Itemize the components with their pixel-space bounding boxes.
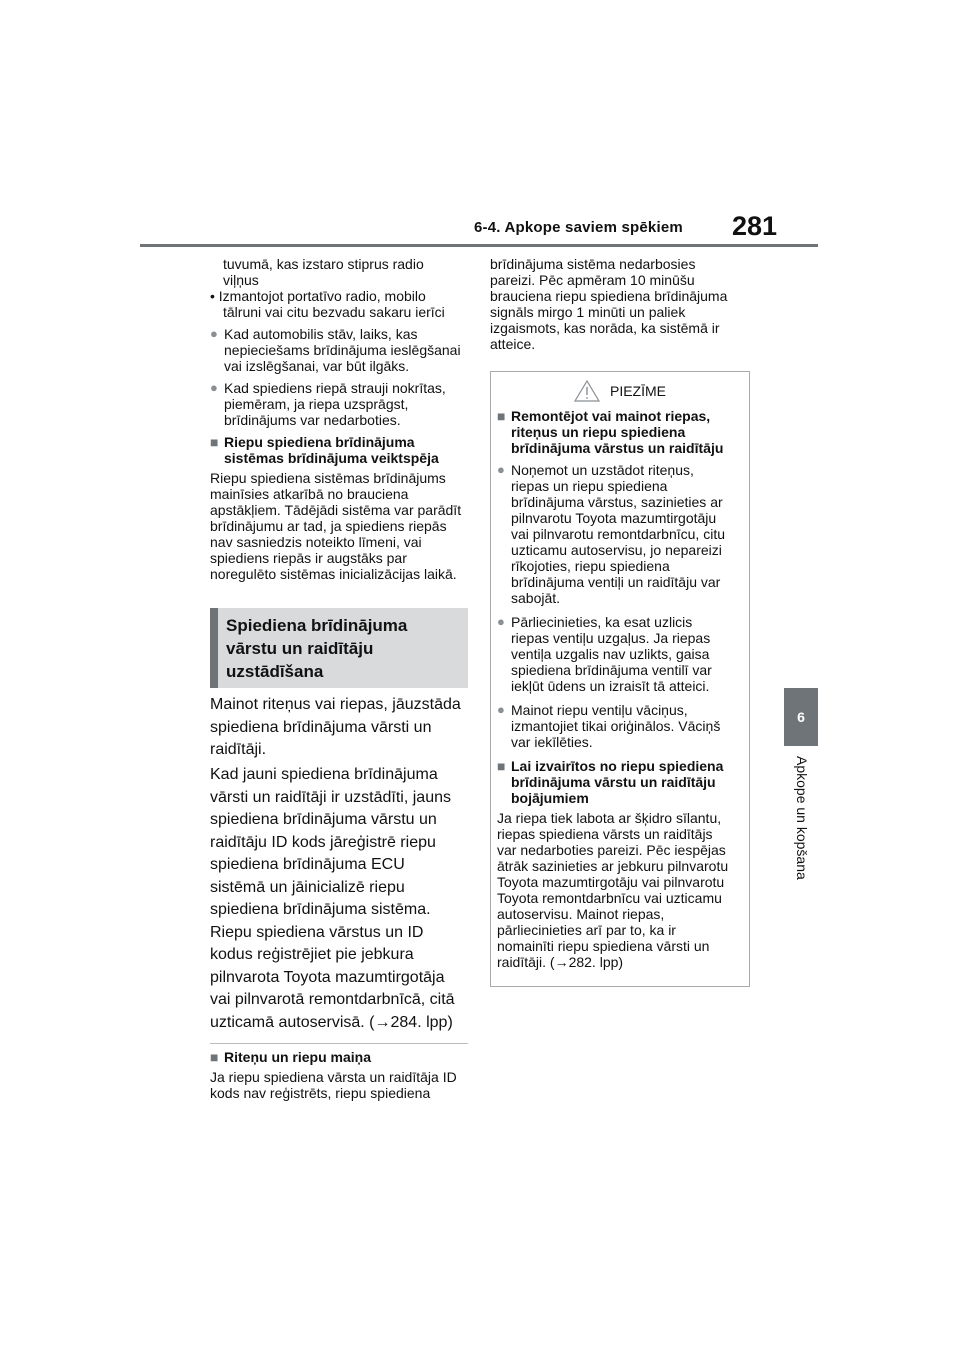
text-line: Remontējot vai mainot riepas, bbox=[511, 408, 711, 424]
text-line: Mainot riteņus vai riepas, jāuzstāda bbox=[210, 696, 461, 713]
right-column-continued bbox=[490, 256, 750, 352]
text-line: nomainīti riepu spiediena vārsti un bbox=[497, 938, 710, 954]
text-line: iekļūt ūdens un izraisīt tā atteici. bbox=[511, 678, 710, 694]
chapter-label-text: Apkope un kopšana bbox=[794, 756, 810, 880]
text-line: Lai izvairītos no riepu spiediena bbox=[511, 758, 724, 774]
note-paragraph-sealant bbox=[497, 810, 743, 970]
note-header bbox=[497, 376, 743, 406]
text-line: ventiļa uzgalis nav uzlikts, gaisa bbox=[511, 646, 710, 662]
text-line: spiediens riepās ir augstāks par bbox=[210, 550, 407, 566]
text-line: nav sasniedzis noteikto līmeni, vai bbox=[210, 534, 422, 550]
paragraph-wheel-change bbox=[210, 1069, 468, 1101]
text-line: tuvumā, kas izstaro stiprus radio bbox=[223, 256, 424, 272]
text-line: pilnvarota Toyota mazumtirgotāja bbox=[210, 968, 445, 986]
divider-line bbox=[210, 1043, 468, 1044]
text-line: uzstādīšana bbox=[226, 662, 324, 681]
bullet-dot-icon: ● bbox=[497, 462, 505, 477]
text-line: vai pilnvarotu remontdarbnīcu, citu bbox=[511, 526, 725, 542]
text-line: ātrāk sazinieties ar jebkuru pilnvarotu bbox=[497, 858, 729, 874]
text-line: spiediena brīdinājuma vārsti un bbox=[210, 718, 432, 736]
text-line: viļņus bbox=[223, 272, 259, 288]
text-line: • Izmantojot portatīvo radio, mobilo bbox=[210, 288, 426, 304]
text-line: Riepu spiediena brīdinājuma bbox=[224, 434, 415, 450]
square-bullet-icon: ■ bbox=[210, 434, 219, 450]
text-line: sistēmas brīdinājuma veiktspēja bbox=[224, 450, 439, 466]
section-title bbox=[226, 614, 466, 683]
body-paragraph-1 bbox=[210, 694, 470, 762]
text-line: piemēram, ja riepa uzsprāgst, bbox=[224, 396, 409, 412]
text-line: raidītāji. bbox=[210, 741, 267, 758]
page-number: 281 bbox=[732, 211, 778, 241]
bullet-dot-icon: ● bbox=[497, 702, 505, 717]
left-column bbox=[210, 256, 468, 582]
text-line: uzticamā autoservisā. (→284. lpp) bbox=[210, 1013, 453, 1031]
subsection-wheel-change bbox=[210, 1049, 468, 1101]
square-bullet-icon: ■ bbox=[497, 758, 506, 774]
text-line: Toyota mazumtirgotāju vai pilnvarotu bbox=[497, 874, 725, 890]
note-dot-item-1 bbox=[497, 462, 743, 606]
text-line: mainīsies atkarībā no brauciena bbox=[210, 486, 409, 502]
text-line: spiediena brīdinājuma ECU bbox=[210, 856, 405, 873]
text-line: vārstu un raidītāju bbox=[226, 639, 374, 658]
chapter-tab: 6 bbox=[784, 688, 818, 746]
text-line: Pārliecinieties, ka esat uzlicis bbox=[511, 614, 693, 630]
text-line: atteice. bbox=[490, 336, 536, 352]
text-line: Mainot riepu ventiļu vāciņus, bbox=[511, 702, 688, 718]
text-line: Toyota remontdarbnīcu vai uzticamu bbox=[497, 890, 722, 906]
note-dot-item-2 bbox=[497, 614, 743, 694]
text-line: var iekīlēties. bbox=[511, 734, 593, 750]
section-title-box bbox=[210, 608, 468, 688]
text-line: brīdinājumu ar tad, ja spiediens riepās bbox=[210, 518, 447, 534]
text-line: spiediena brīdinājuma sistēma. bbox=[210, 901, 431, 918]
text-line: raidītāju ID kods jāreģistrē riepu bbox=[210, 833, 436, 851]
text-line: rīkojoties, riepu spiediena bbox=[511, 558, 670, 574]
text-line: raidītāji. (→282. lpp) bbox=[497, 954, 624, 970]
chapter-label bbox=[780, 756, 824, 896]
text-line: riepas ventiļu uzgaļus. Ja riepas bbox=[511, 630, 711, 646]
text-line: pārliecinieties arī par to, ka ir bbox=[497, 922, 676, 938]
text-line: Spiediena brīdinājuma bbox=[226, 616, 408, 635]
text-line: Riepu spiediena sistēmas brīdinājums bbox=[210, 470, 446, 486]
text-line: brīdinājuma vārstus, sazinieties ar bbox=[511, 494, 723, 510]
text-line: kods nav reģistrēts, riepu spiediena bbox=[210, 1085, 431, 1101]
text-line: vārsti un raidītāji ir uzstādīti, jauns bbox=[210, 788, 451, 806]
square-bullet-icon: ■ bbox=[497, 408, 506, 424]
note-label: PIEZĪME bbox=[609, 383, 666, 399]
section-heading: 6-4. Apkope saviem spēkiem bbox=[474, 219, 683, 236]
bullet-item-portable-radio bbox=[210, 288, 468, 320]
text-line: noregulēto sistēmas inicializācijas laikā. bbox=[210, 566, 457, 582]
bullet-dot-icon: ● bbox=[497, 614, 505, 629]
bullet-dot-icon: ● bbox=[210, 380, 218, 395]
text-line: brīdinājums var nedarboties. bbox=[224, 412, 401, 428]
text-line: izgaismots, kas norāda, ka sistēmā ir bbox=[490, 320, 720, 336]
subheading-wheel-change bbox=[210, 1049, 468, 1065]
text-line: brīdinājuma vārstu un raidītāju bbox=[511, 774, 716, 790]
text-line: spiediena brīdinājuma ventilī var bbox=[511, 662, 712, 678]
text-line: Noņemot un uzstādot riteņus, bbox=[511, 462, 694, 478]
note-box bbox=[490, 371, 750, 987]
header-rule bbox=[140, 244, 818, 247]
text-line: brīdinājuma ventiļi un raidītāju var bbox=[511, 574, 721, 590]
note-dot-item-3 bbox=[497, 702, 743, 750]
text-line: var nedarboties pareizi. Pēc iespējas bbox=[497, 842, 726, 858]
text-line: apstākļiem. Tādējādi sistēma var parādīt bbox=[210, 502, 462, 518]
text-line: sabojāt. bbox=[511, 590, 561, 606]
text-line: brauciena riepu spiediena brīdinājuma bbox=[490, 288, 728, 304]
text-line: vai pilnvarotā remontdarbnīcā, citā bbox=[210, 991, 455, 1008]
bullet-dot-icon: ● bbox=[210, 326, 218, 341]
text-line: riteņus un riepu spiediena bbox=[511, 424, 686, 440]
text-line: Kad automobilis stāv, laiks, kas bbox=[224, 326, 418, 342]
text-line: Kad jauni spiediena brīdinājuma bbox=[210, 766, 438, 783]
note-subheading-damage bbox=[497, 758, 743, 806]
text-line: Kad spiediens riepā strauji nokrītas, bbox=[224, 380, 446, 396]
text-line: brīdinājuma sistēma nedarbosies bbox=[490, 256, 696, 272]
text-line: Ja riepa tiek labota ar šķidro sīlantu, bbox=[497, 810, 722, 826]
text-line: izmantojiet tikai oriģinālos. Vāciņš bbox=[511, 718, 721, 734]
text-line: pilnvarotu Toyota mazumtirgotāju bbox=[511, 510, 717, 526]
text-line: nepieciešams brīdinājuma ieslēgšanai bbox=[224, 342, 461, 358]
section-accent-bar bbox=[210, 608, 218, 688]
text-line: riepas spiediena vārsts un raidītājs bbox=[497, 826, 713, 842]
text-line: autoservisu. Mainot riepas, bbox=[497, 906, 665, 922]
text-line: Riteņu un riepu maiņa bbox=[224, 1049, 372, 1065]
square-bullet-icon: ■ bbox=[210, 1049, 219, 1065]
text-line: kodus reģistrējiet pie jebkura bbox=[210, 946, 414, 963]
text-line: pareizi. Pēc apmēram 10 minūšu bbox=[490, 272, 695, 288]
text-line: sistēmā un jāinicializē riepu bbox=[210, 878, 405, 896]
text-line: vai izslēgšanai, var būt ilgāks. bbox=[224, 358, 410, 374]
dot-item-vehicle-stopped bbox=[210, 326, 468, 374]
text-line: uzticamu autoservisu, jo nepareizi bbox=[511, 542, 722, 558]
warning-triangle-icon bbox=[574, 380, 600, 402]
note-subheading-repair bbox=[497, 408, 743, 456]
dot-item-pressure-drop bbox=[210, 380, 468, 428]
body-paragraph-2 bbox=[210, 764, 470, 1034]
text-line: brīdinājuma vārstus un raidītāju bbox=[511, 440, 724, 456]
text-line: Ja riepu spiediena vārsta un raidītāja ID bbox=[210, 1069, 457, 1085]
text-line: tālruni vai citu bezvadu sakaru ierīci bbox=[223, 304, 445, 320]
text-line: signāls mirgo 1 minūti un paliek bbox=[490, 304, 686, 320]
continued-text bbox=[210, 256, 468, 288]
subheading-warning-performance bbox=[210, 434, 468, 466]
text-line: Riepu spiediena vārstus un ID bbox=[210, 923, 424, 941]
paragraph-warning-performance bbox=[210, 470, 468, 582]
text-line: riepas un riepu spiediena bbox=[511, 478, 668, 494]
text-line: bojājumiem bbox=[511, 790, 589, 806]
text-line: spiediena brīdinājuma vārstu un bbox=[210, 811, 437, 828]
